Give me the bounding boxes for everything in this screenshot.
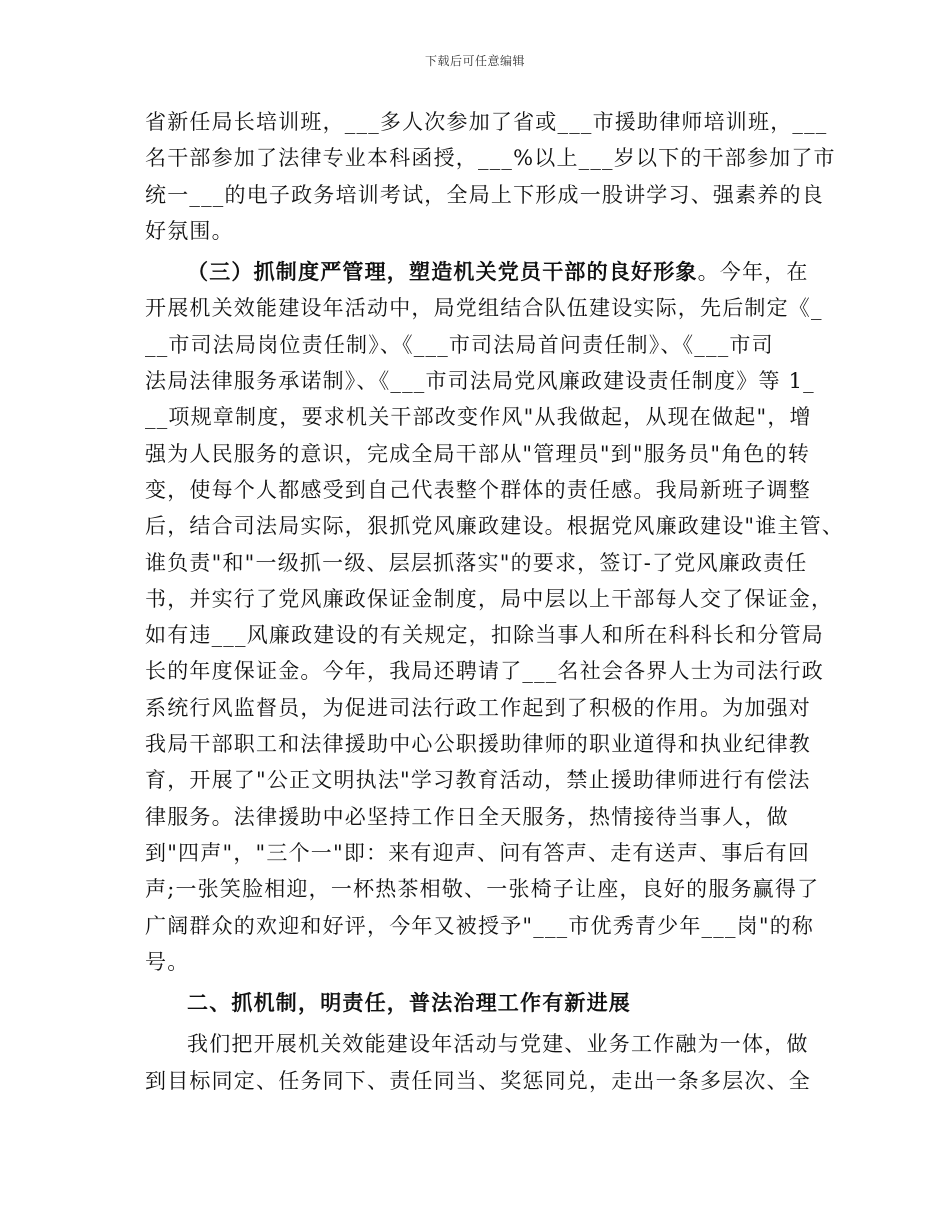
text-line: 我局干部职工和法律援助中心公职援助律师的职业道得和执业纪律教 xyxy=(145,732,811,757)
paragraph-first-line: 我们把开展机关效能建设年活动与党建、业务工作融为一体，做 xyxy=(187,1032,809,1057)
text-line: 统一___的电子政务培训考试，全局上下形成一股讲学习、强素养的良 xyxy=(145,182,824,207)
document-body xyxy=(145,104,845,1099)
text-line: 如有违___风廉政建设的有关规定，扣除当事人和所在科科长和分管局 xyxy=(145,623,824,648)
section-lead-heading: （三）抓制度严管理，塑造机关党员干部的良好形象 xyxy=(187,259,698,285)
text-line: 省新任局长培训班，___多人次参加了省或___市援助律师培训班，___ xyxy=(145,110,828,134)
text-line: 强为人民服务的意识，完成全局干部从"管理员"到"服务员"角色的转 xyxy=(145,441,811,466)
text-line: 好氛围。 xyxy=(145,218,234,243)
text-line: 到"四声"，"三个一"即：来有迎声、问有答声、走有送声、事后有回 xyxy=(145,840,811,865)
section-heading: 二、抓机制，明责任，普法治理工作有新进展 xyxy=(187,990,631,1016)
text-line: 后，结合司法局实际，狠抓党风廉政建设。根据党风廉政建设"谁主管、 xyxy=(145,514,845,539)
text-line: 开展机关效能建设年活动中，局党组结合队伍建设实际，先后制定《_ xyxy=(145,296,823,321)
paragraph-3 xyxy=(145,1026,825,1099)
lead-continuation: 。今年，在 xyxy=(697,260,809,285)
text-line: 声;一张笑脸相迎，一杯热茶相敬、一张椅子让座，良好的服务赢得了 xyxy=(145,877,820,902)
section-heading-2 xyxy=(145,985,825,1021)
text-line: 号。 xyxy=(145,949,190,974)
text-line: 育，开展了"公正文明执法"学习教育活动，禁止援助律师进行有偿法 xyxy=(145,768,811,793)
text-line: 长的年度保证金。今年，我局还聘请了___名社会各界人士为司法行政 xyxy=(145,659,824,684)
page-header: 下载后可任意编辑 xyxy=(424,54,525,68)
text-line: 广阔群众的欢迎和好评，今年又被授予"___市优秀青少年___岗"的称 xyxy=(145,913,815,938)
text-line: 系统行风监督员，为促进司法行政工作起到了积极的作用。为加强对 xyxy=(145,695,811,720)
paragraph-1 xyxy=(145,104,836,249)
text-line: 法局法律服务承诺制》、《___市司法局党风廉政建设责任制度》等 1_ xyxy=(145,369,815,394)
text-line: 到目标同定、任务同下、责任同当、奖惩同兑，走出一条多层次、全 xyxy=(145,1068,811,1093)
text-line: __项规章制度，要求机关干部改变作风"从我做起，从现在做起"，增 xyxy=(145,405,812,430)
paragraph-2 xyxy=(145,254,845,980)
text-line: 书，并实行了党风廉政保证金制度，局中层以上干部每人交了保证金， xyxy=(145,586,834,611)
text-line: 谁负责"和"一级抓一级、层层抓落实"的要求，签订-了党风廉政责任 xyxy=(145,550,808,575)
text-line: __市司法局岗位责任制》、《___市司法局首问责任制》、《___市司 xyxy=(145,332,774,357)
text-line: 名干部参加了法律专业本科函授，___%以上___岁以下的干部参加了市 xyxy=(145,146,836,171)
paragraph-first-line xyxy=(145,254,825,290)
text-line: 变，使每个人都感受到自己代表整个群体的责任感。我局新班子调整 xyxy=(145,477,811,502)
text-line: 律服务。法律援助中必坚持工作日全天服务，热情接待当事人，做 xyxy=(145,804,789,829)
